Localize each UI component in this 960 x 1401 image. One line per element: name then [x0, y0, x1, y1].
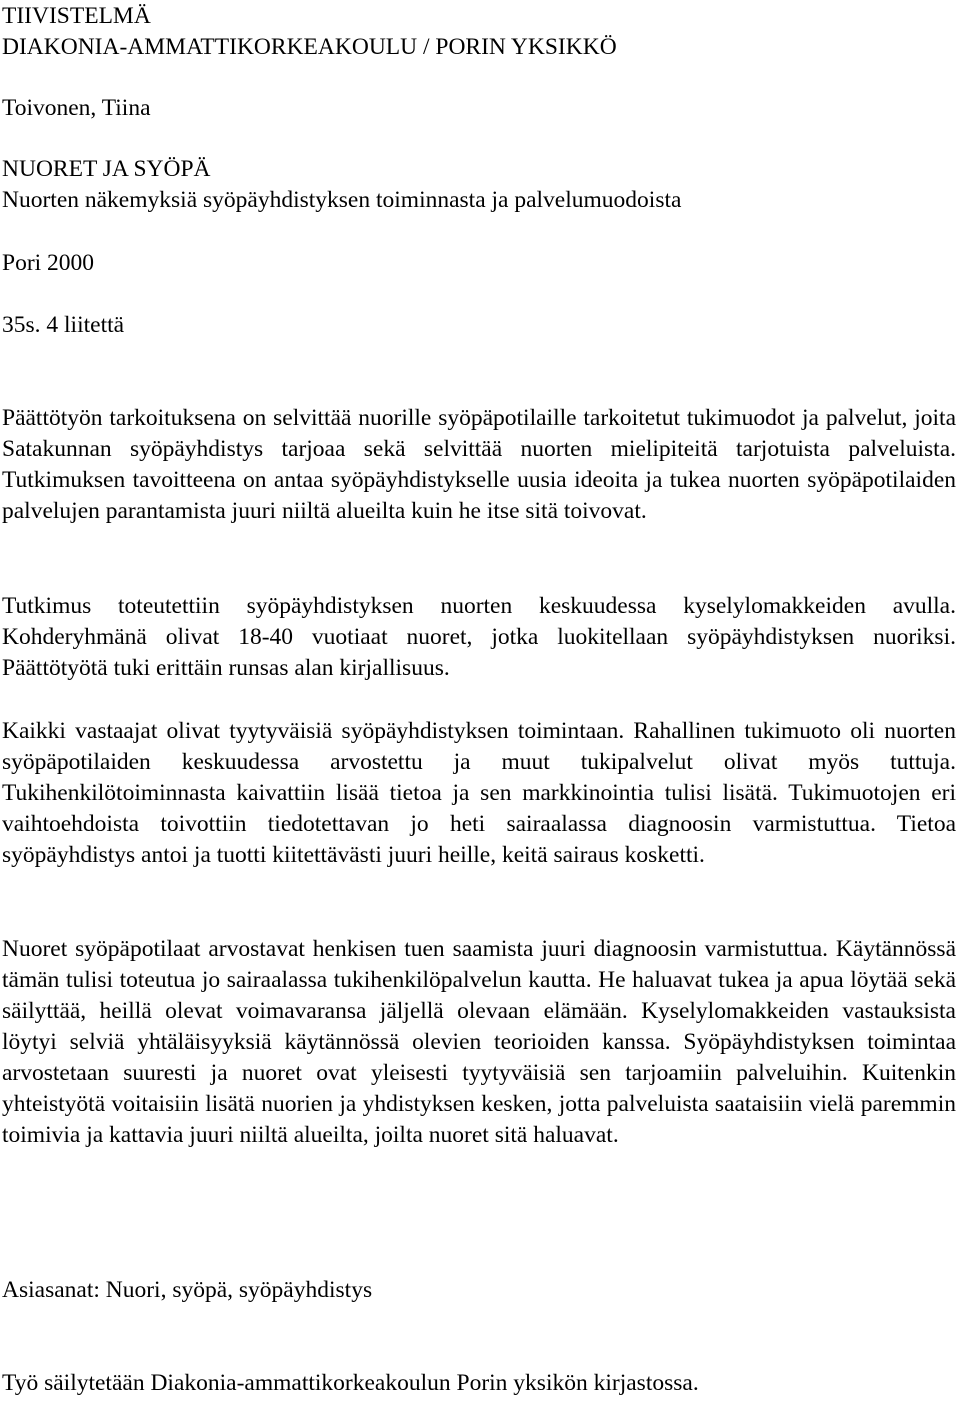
institution-name: DIAKONIA-AMMATTIKORKEAKOULU / PORIN YKSIKKÖ	[2, 34, 617, 60]
place-year: Pori 2000	[2, 250, 95, 276]
paragraph-method	[2, 591, 956, 684]
paragraph-text: Tutkimus toteutettiin syöpäyhdistyksen nuorten keskuudessa kyselylomakkeiden avulla. Kohderyhmänä olivat 18-40 vuotiaat nuoret, jotka luokitellaan syöpäyhdistyksen nuoriksi. Päättötyötä tuki erittäin runsas alan kirjallisuus.	[2, 593, 956, 681]
abstract-heading: TIIVISTELMÄ	[2, 3, 151, 29]
author-name: Toivonen, Tiina	[2, 95, 151, 121]
storage-note: Työ säilytetään Diakonia-ammattikorkeakoulun Porin yksikön kirjastossa.	[2, 1370, 699, 1396]
paragraph-results	[2, 716, 956, 871]
paragraph-text: Kaikki vastaajat olivat tyytyväisiä syöpäyhdistyksen toimintaan. Rahallinen tukimuoto oli nuorten syöpäpotilaiden keskuudessa arvostettu ja muut tukipalvelut olivat myös tuttuja. Tukihenkilötoiminnasta kaivattiin lisää tietoa ja sen markkinointia tulisi lisätä. Tukimuotojen eri vaihtoehdoista toivottiin tiedotettavan jo heti sairaalassa diagnoosin varmistuttua. Tietoa syöpäyhdistys antoi ja tuotti kiitettävästi juuri heille, keitä sairaus kosketti.	[2, 718, 956, 868]
keywords: Asiasanat: Nuori, syöpä, syöpäyhdistys	[2, 1277, 373, 1303]
paragraph-purpose	[2, 403, 956, 527]
thesis-subtitle: Nuorten näkemyksiä syöpäyhdistyksen toiminnasta ja palvelumuodoista	[2, 187, 682, 213]
paragraph-conclusions	[2, 934, 956, 1151]
paragraph-text: Päättötyön tarkoituksena on selvittää nuorille syöpäpotilaille tarkoitetut tukimuodot ja palvelut, joita Satakunnan syöpäyhdistys tarjoaa sekä selvittää nuorten mielipiteitä tarjotuista palveluista. Tutkimuksen tavoitteena on antaa syöpäyhdistykselle uusia ideoita ja tukea nuorten syöpäpotilaiden palvelujen parantamista juuri niiltä alueilta kuin he itse sitä toivovat.	[2, 405, 956, 524]
page-count: 35s. 4 liitettä	[2, 312, 125, 338]
thesis-title: NUORET JA SYÖPÄ	[2, 156, 211, 182]
paragraph-text: Nuoret syöpäpotilaat arvostavat henkisen tuen saamista juuri diagnoosin varmistuttua. Käytännössä tämän tulisi toteutua jo sairaalassa tukihenkilöpalvelun kautta. He haluavat tukea ja apua löytää sekä säilyttää, heillä olevat voimavaransa jäljellä olevaan elämään. Kyselylomakkeiden vastauksista löytyi selviä yhtäläisyyksiä käytännössä olevien teorioiden kanssa. Syöpäyhdistyksen toimintaa arvostetaan suuresti ja nuoret ovat yleisesti tyytyväisiä sen tarjoamiin palveluihin. Kuitenkin yhteistyötä voitaisiin lisätä nuorien ja yhdistyksen kesken, jotta palveluista saataisiin vielä paremmin toimivia ja kattavia juuri niiltä alueilta, joilta nuoret sitä haluavat.	[2, 936, 956, 1148]
